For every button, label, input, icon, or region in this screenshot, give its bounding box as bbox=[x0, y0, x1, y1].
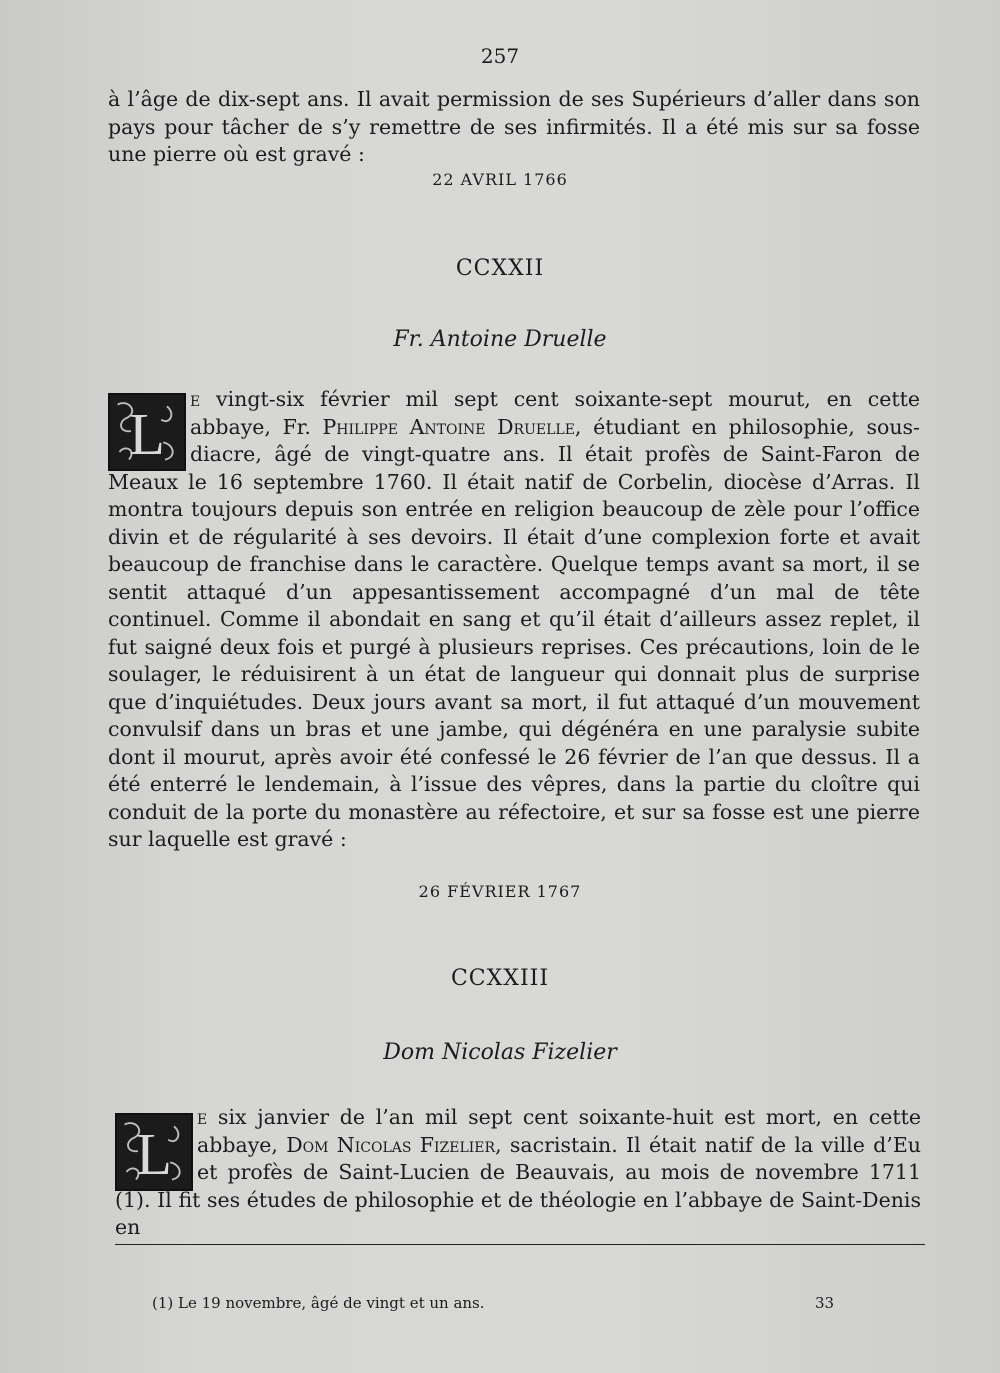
section-2-body: , sacristain. Il était natif de la ville d’Eu et profès de Saint-Lucien de Beauvais, au mois de novembre 1711 (1). Il fit ses études de philosophie et de théologie en l’abbaye de Saint-Denis en bbox=[115, 1132, 921, 1239]
footnote: (1) Le 19 novembre, âgé de vingt et un ans. bbox=[152, 1294, 485, 1312]
svg-text:L: L bbox=[129, 401, 165, 467]
footnote-rule bbox=[115, 1244, 925, 1245]
section-1-first-word-rest: e bbox=[190, 387, 201, 411]
section-1-opening: vingt-six février mil sept cent soixante-sept mourut, en cette abbaye, Fr. bbox=[190, 387, 920, 439]
page-number: 257 bbox=[480, 44, 520, 68]
section-2-opening: six janvier de l’an mil sept cent soixante-huit est mort, en cette abbaye, bbox=[197, 1105, 921, 1157]
svg-text:L: L bbox=[136, 1121, 172, 1187]
intro-paragraph: à l’âge de dix-sept ans. Il avait permission de ses Supérieurs d’aller dans son pays pour tâcher de s’y remettre de ses infirmités. Il a été mis sur sa fosse une pierre où est gravé : bbox=[108, 87, 920, 166]
section-1-person: Philippe Antoine Druelle bbox=[322, 414, 575, 439]
section-1-number: CCXXII bbox=[455, 256, 545, 281]
section-1-name: Fr. Antoine Druelle bbox=[393, 327, 607, 352]
epitaph-1: 22 AVRIL 1766 bbox=[432, 170, 568, 189]
section-2-person: Dom Nicolas Fizelier bbox=[286, 1132, 496, 1157]
epitaph-2: 26 FÉVRIER 1767 bbox=[418, 882, 582, 901]
section-2-name: Dom Nicolas Fizelier bbox=[383, 1040, 617, 1065]
section-2-paragraph bbox=[115, 1104, 921, 1242]
section-1-paragraph bbox=[108, 386, 920, 854]
drop-cap-2-spacer bbox=[115, 1104, 197, 1184]
section-1-body: , étudiant en philosophie, sous-diacre, âgé de vingt-quatre ans. Il était profès de Saint-Faron de Meaux le 16 septembre 1760. Il était natif de Corbelin, diocèse d’Arras. Il montra toujours depuis son entrée en religion beaucoup de zèle pour l’office divin et de régularité à ses devoirs. Il était d’une complexion forte et avait beaucoup de franchise dans le caractère. Quelque temps avant sa mort, il se sentit attaqué d’un appesantissement accompagné d’un mal de tête continuel. Comme il abondait en sang et qu’il était d’ailleurs assez replet, il fut saigné deux fois et purgé à plusieurs reprises. Ces précautions, loin de le soulager, le réduisirent à un état de langueur qui donnait plus de surprise que d’inquiétudes. Deux jours avant sa mort, il fut attaqué d’un mouvement convulsif dans un bras et une jambe, qui dégénéra en une paralysie subite dont il mourut, après avoir été confessé le 26 février de l’an que dessus. Il a été enterré le lendemain, à l’issue des vêpres, dans la partie du cloître qui conduit de la porte du monastère au réfectoire, et sur sa fosse est une pierre sur laquelle est gravé : bbox=[108, 414, 920, 851]
signature-mark: 33 bbox=[815, 1294, 835, 1312]
section-2-first-word-rest: e bbox=[197, 1105, 208, 1129]
drop-cap-1-spacer bbox=[108, 386, 190, 466]
section-2-number: CCXXIII bbox=[450, 966, 550, 991]
